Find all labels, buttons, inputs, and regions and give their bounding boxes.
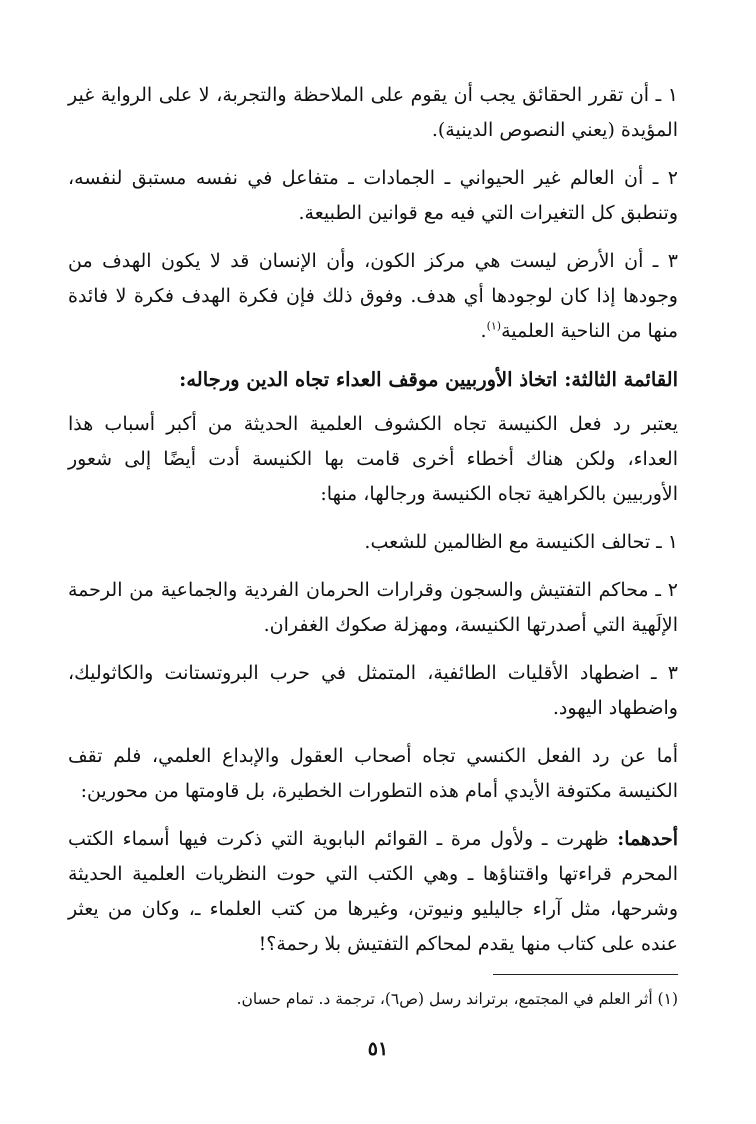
list-item-1: ١ ـ أن تقرر الحقائق يجب أن يقوم على الملاحظة والتجربة، لا على الرواية غير المؤيدة (يعني النصوص الدينية). xyxy=(68,84,678,141)
footnote: (١) أثر العلم في المجتمع، برتراند رسل (ص٦)، ترجمة د. تمام حسان. xyxy=(236,990,678,1008)
first-axis-label: أحدهما: xyxy=(617,828,678,850)
reason-item-2: ٢ ـ محاكم التفتيش والسجون وقرارات الحرمان الفردية والجماعية من الرحمة الإلَهية التي أصدرتها الكنيسة، ومهزلة صكوك الغفران. xyxy=(68,579,678,636)
list-item-2: ٢ ـ أن العالم غير الحيواني ـ الجمادات ـ متفاعل في نفسه مستبق لنفسه، وتنطبق كل التغيرات التي فيه مع قوانين الطبيعة. xyxy=(68,167,678,224)
page-body xyxy=(68,78,678,975)
reaction-paragraph: أما عن رد الفعل الكنسي تجاه أصحاب العقول والإبداع العلمي، فلم تقف الكنيسة مكتوفة الأيدي أمام هذه التطورات الخطيرة، بل قاومتها من محورين: xyxy=(68,745,678,802)
intro-paragraph: يعتبر رد فعل الكنيسة تجاه الكشوف العلمية الحديثة من أكبر أسباب هذا العداء، ولكن هناك أخطاء أخرى قامت بها الكنيسة أدت أيضًا إلى شعور الأوربيين بالكراهية تجاه الكنيسة ورجالها، منها: xyxy=(68,413,678,505)
first-axis-paragraph: أحدهما: ظهرت ـ ولأول مرة ـ القوائم البابوية التي ذكرت فيها أسماء الكتب المحرم قراءتها واقتناؤها ـ وهي الكتب التي حوت النظريات العلمية الحديثة وشرحها، مثل آراء جاليليو ونيوتن، وغيرها من كتب العلماء ـ، وكان من يعثر عنده على كتاب منها يقدم لمحاكم التفتيش بلا رحمة؟! xyxy=(68,828,678,955)
reason-item-3: ٣ ـ اضطهاد الأقليات الطائفية، المتمثل في حرب البروتستانت والكاثوليك، واضطهاد اليهود. xyxy=(68,662,678,719)
section-heading: القائمة الثالثة: اتخاذ الأوربيين موقف العداء تجاه الدين ورجاله: xyxy=(179,368,678,391)
footnote-divider xyxy=(493,974,678,975)
page-number: ٥١ xyxy=(367,1038,389,1060)
reason-item-1: ١ ـ تحالف الكنيسة مع الظالمين للشعب. xyxy=(364,531,678,553)
list-item-3: ٣ ـ أن الأرض ليست هي مركز الكون، وأن الإنسان قد لا يكون الهدف من وجودها إذا كان لوجودها أي هدف. وفوق ذلك فإن فكرة الهدف فكرة لا فائدة منها من الناحية العلمية$^{(١)}$. xyxy=(68,250,678,342)
footnote-reference[interactable]: (١) xyxy=(486,319,502,333)
